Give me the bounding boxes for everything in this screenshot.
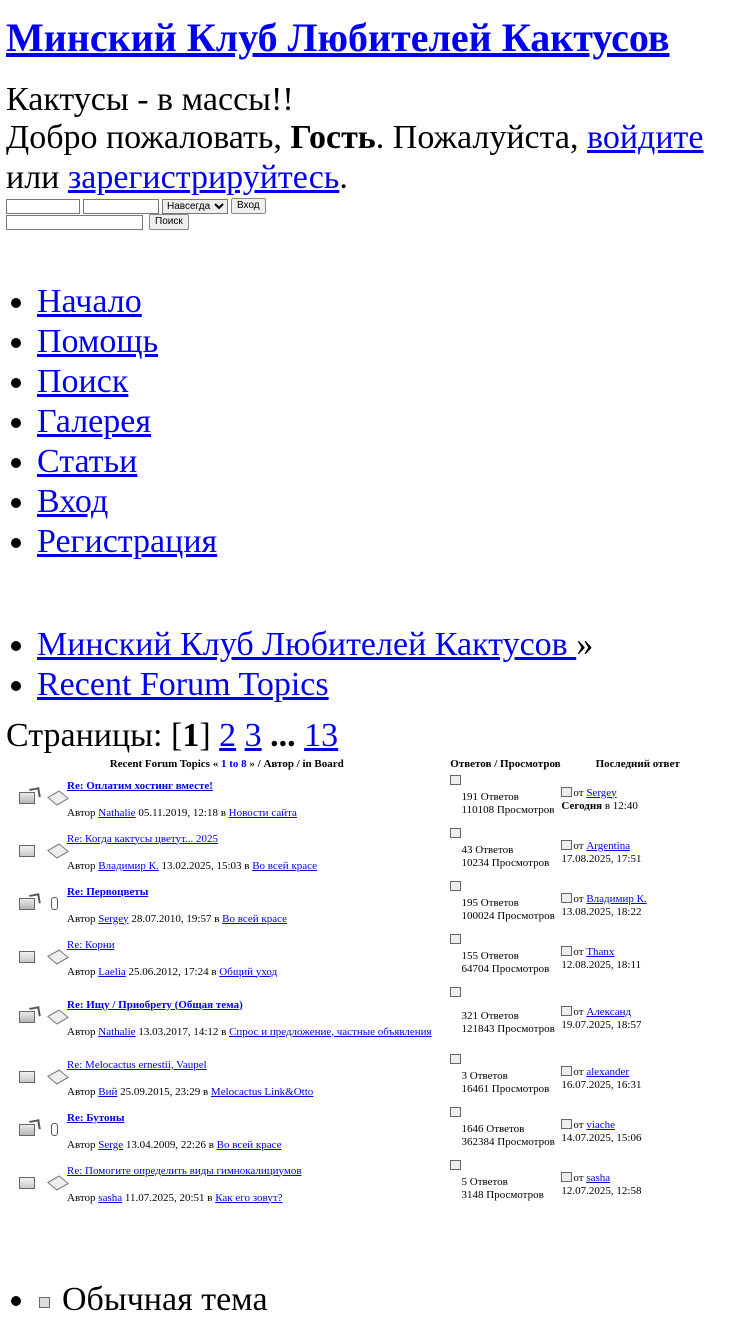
replies-count: 195 Ответов — [461, 896, 519, 909]
last-post-icon[interactable] — [561, 840, 572, 850]
last-post-cell — [561, 1052, 714, 1105]
last-post-icon[interactable] — [561, 1172, 572, 1182]
last-post-time: 12.08.2025, 18:11 — [561, 958, 642, 971]
board-link[interactable]: Как его зовут? — [215, 1191, 283, 1204]
last-by-prefix: от — [573, 892, 587, 905]
topic-status-cell — [4, 1052, 51, 1105]
search-form — [6, 214, 189, 230]
topic-title-link[interactable]: Re: Помогите определить виды гимнокалициумов — [67, 1164, 302, 1177]
topic-status-cell — [4, 879, 51, 932]
last-post-time: 14.07.2025, 15:06 — [561, 1131, 642, 1144]
author-prefix: Автор — [67, 965, 99, 978]
search-input[interactable] — [6, 215, 143, 230]
legend — [0, 1280, 268, 1320]
menu-link-gallery[interactable]: Галерея — [37, 403, 151, 440]
last-post-icon[interactable] — [450, 775, 461, 785]
author-link[interactable]: Nathalie — [98, 806, 136, 819]
menu-link-articles[interactable]: Статьи — [37, 443, 138, 480]
breadcrumb-item — [37, 625, 747, 665]
legend-label: Обычная тема — [62, 1281, 268, 1318]
author-prefix: Автор — [67, 859, 99, 872]
topic-subject-cell — [65, 879, 449, 932]
breadcrumb-link-recent[interactable]: Recent Forum Topics — [37, 666, 329, 703]
topic-date: 13.04.2009, 22:26 в — [123, 1138, 217, 1151]
author-link[interactable]: Владимир К. — [98, 859, 159, 872]
topic-subject-cell — [65, 1105, 449, 1158]
table-row — [4, 1052, 714, 1105]
topic-status-cell — [4, 773, 51, 826]
author-link[interactable]: Вий — [98, 1085, 118, 1098]
last-poster-link[interactable]: Sergey — [586, 786, 617, 799]
topic-title-link[interactable]: Re: Оплатим хостинг вместе! — [67, 779, 213, 792]
welcome-or: или — [6, 159, 68, 196]
register-link[interactable]: зарегистрируйтесь — [67, 159, 340, 196]
last-poster-link[interactable]: Александ — [586, 1005, 632, 1018]
table-header-row — [4, 756, 714, 773]
topic-status-cell — [4, 1105, 51, 1158]
views-count: 121843 Просмотров — [461, 1022, 555, 1035]
replies-count: 3 Ответов — [461, 1069, 508, 1082]
pagination-page-link[interactable]: 2 — [219, 717, 237, 754]
last-poster-link[interactable]: alexander — [586, 1065, 630, 1078]
topic-stats-cell — [450, 773, 562, 826]
normal-topic-icon — [19, 951, 35, 963]
topic-stats-cell — [450, 985, 562, 1052]
author-link[interactable]: Laelia — [98, 965, 126, 978]
attachment-icon — [51, 897, 58, 910]
last-post-time: 19.07.2025, 18:57 — [561, 1018, 642, 1031]
topic-date: 13.02.2025, 15:03 в — [158, 859, 253, 872]
last-post-icon[interactable] — [561, 1119, 572, 1129]
topic-subject-cell — [65, 932, 449, 985]
username-input[interactable] — [6, 199, 80, 214]
login-link[interactable]: войдите — [587, 119, 704, 156]
topics-table — [4, 756, 714, 1211]
last-post-cell — [561, 826, 714, 879]
topic-stats-cell — [450, 932, 562, 985]
pagination-page-link[interactable]: 13 — [304, 717, 339, 754]
last-post-day: Сегодня — [561, 799, 603, 812]
login-button[interactable]: Вход — [231, 198, 266, 214]
breadcrumb-link-forum[interactable]: Минский Клуб Любителей Кактусов — [37, 626, 577, 663]
topic-date: 25.06.2012, 17:24 в — [125, 965, 220, 978]
last-post-cell — [561, 879, 714, 932]
topic-stats-cell — [450, 1105, 562, 1158]
last-post-icon[interactable] — [561, 946, 572, 956]
last-poster-link[interactable]: sasha — [586, 1171, 611, 1184]
views-count: 16461 Просмотров — [461, 1082, 550, 1095]
last-post-icon[interactable] — [450, 881, 461, 891]
author-prefix: Автор — [67, 912, 99, 925]
board-link[interactable]: Новости сайта — [228, 806, 297, 819]
table-row — [4, 985, 714, 1052]
last-post-time: 13.08.2025, 18:22 — [561, 905, 642, 918]
topic-type-cell — [51, 932, 65, 985]
last-by-prefix: от — [573, 1118, 587, 1131]
hot-topic-icon — [19, 898, 35, 910]
menu-item-search — [37, 362, 217, 402]
welcome-message — [6, 118, 746, 198]
site-title — [6, 14, 670, 62]
topic-stats-cell — [450, 1052, 562, 1105]
author-prefix: Автор — [67, 1138, 99, 1151]
legend-item — [37, 1280, 268, 1320]
login-form — [6, 198, 266, 214]
breadcrumb — [0, 625, 747, 705]
replies-count: 5 Ответов — [461, 1175, 508, 1188]
replies-count: 1646 Ответов — [461, 1122, 525, 1135]
breadcrumb-separator: » — [576, 626, 594, 663]
last-post-icon[interactable] — [450, 1054, 461, 1064]
attachment-icon — [51, 1123, 58, 1136]
topic-type-cell — [51, 1105, 65, 1158]
last-post-icon[interactable] — [450, 1107, 461, 1117]
last-post-cell — [561, 1158, 714, 1211]
table-row — [4, 826, 714, 879]
guest-name: Гость — [290, 119, 376, 156]
menu-link-login[interactable]: Вход — [37, 483, 109, 520]
table-header-subject — [4, 756, 450, 773]
views-count: 100024 Просмотров — [461, 909, 555, 922]
topic-title-link[interactable]: Re: Ищу / Приобрету (Общая тема) — [67, 998, 243, 1011]
menu-item-home — [37, 282, 217, 322]
breadcrumb-item — [37, 665, 747, 705]
author-prefix: Автор — [67, 806, 99, 819]
main-menu — [0, 282, 217, 562]
topic-type-cell — [51, 985, 65, 1052]
topic-title-link[interactable]: Re: Когда кактусы цветут... 2025 — [67, 832, 219, 845]
topic-stats-cell — [450, 879, 562, 932]
menu-item-help — [37, 322, 217, 362]
pagination-label: Страницы: — [6, 717, 171, 754]
last-post-cell — [561, 1105, 714, 1158]
board-link[interactable]: Спрос и предложение, частные объявления — [229, 1025, 432, 1038]
topic-type-cell — [51, 826, 65, 879]
topic-title-link[interactable]: Re: Первоцветы — [67, 885, 149, 898]
views-count: 10234 Просмотров — [461, 856, 550, 869]
menu-link-search[interactable]: Поиск — [37, 363, 129, 400]
last-poster-link[interactable]: Владимир К. — [586, 892, 647, 905]
topic-type-cell — [51, 1158, 65, 1211]
welcome-mid: . Пожалуйста, — [375, 119, 588, 156]
search-button[interactable]: Поиск — [149, 214, 189, 230]
last-post-time: в 12:40 — [602, 799, 638, 812]
views-count: 64704 Просмотров — [461, 962, 550, 975]
author-link[interactable]: Sergey — [98, 912, 129, 925]
last-post-icon[interactable] — [450, 934, 461, 944]
last-by-prefix: от — [573, 945, 587, 958]
last-post-time: 12.07.2025, 12:58 — [561, 1184, 642, 1197]
table-header-last: Последний ответ — [595, 758, 680, 770]
replies-count: 43 Ответов — [461, 843, 514, 856]
header-tail: / Автор / in Board — [257, 758, 344, 770]
last-post-icon[interactable] — [561, 1066, 572, 1076]
normal-topic-icon — [19, 845, 35, 857]
last-poster-link[interactable]: Argentina — [586, 839, 631, 852]
topic-subject-cell — [65, 1158, 449, 1211]
topic-subject-cell — [65, 773, 449, 826]
replies-count: 155 Ответов — [461, 949, 519, 962]
table-row — [4, 1158, 714, 1211]
topic-date: 13.03.2017, 14:12 в — [135, 1025, 230, 1038]
last-by-prefix: от — [573, 1005, 587, 1018]
topic-subject-cell — [65, 1052, 449, 1105]
menu-item-articles — [37, 442, 217, 482]
pagination-ellipsis: ... — [270, 717, 296, 754]
last-by-prefix: от — [573, 839, 587, 852]
topic-stats-cell — [450, 1158, 562, 1211]
last-by-prefix: от — [573, 786, 587, 799]
header-range-close: » — [246, 758, 258, 770]
table-row — [4, 773, 714, 826]
menu-item-login — [37, 482, 217, 522]
password-input[interactable] — [83, 199, 159, 214]
topic-status-cell — [4, 1158, 51, 1211]
normal-topic-icon — [39, 1297, 50, 1308]
board-link[interactable]: Во всей красе — [216, 1138, 282, 1151]
topic-type-cell — [51, 879, 65, 932]
topic-date: 05.11.2019, 12:18 в — [135, 806, 229, 819]
topic-date: 25.09.2015, 23:29 в — [117, 1085, 211, 1098]
author-link[interactable]: Nathalie — [98, 1025, 136, 1038]
author-link[interactable]: Serge — [98, 1138, 124, 1151]
table-row — [4, 1105, 714, 1158]
hot-topic-icon — [19, 1124, 35, 1136]
last-post-cell — [561, 773, 714, 826]
last-post-icon[interactable] — [561, 787, 572, 797]
topic-date: 28.07.2010, 19:57 в — [128, 912, 223, 925]
topic-date: 11.07.2025, 20:51 в — [122, 1191, 216, 1204]
last-poster-link[interactable]: Thanx — [586, 945, 615, 958]
site-title-link[interactable]: Минский Клуб Любителей Кактусов — [6, 15, 670, 60]
table-header-stats: Ответов / Просмотров — [450, 758, 561, 770]
normal-topic-icon — [19, 1071, 35, 1083]
header-range-link[interactable]: 1 to 8 — [220, 758, 247, 770]
author-prefix: Автор — [67, 1025, 99, 1038]
last-post-cell — [561, 985, 714, 1052]
board-link[interactable]: Во всей красе — [252, 859, 318, 872]
last-post-icon[interactable] — [561, 1006, 572, 1016]
menu-item-gallery — [37, 402, 217, 442]
last-post-icon[interactable] — [450, 828, 461, 838]
topic-title-link[interactable]: Re: Корни — [67, 938, 115, 951]
hot-topic-icon — [19, 1011, 35, 1023]
board-link[interactable]: Melocactus Link&Otto — [210, 1085, 314, 1098]
pagination: Страницы: [1] 2 3 ... 13 — [6, 717, 339, 754]
menu-link-home[interactable]: Начало — [37, 283, 142, 320]
site-tagline: Кактусы - в массы!! — [6, 81, 294, 118]
welcome-end: . — [339, 159, 348, 196]
menu-link-help[interactable]: Помощь — [37, 323, 159, 360]
hot-topic-icon — [19, 792, 35, 804]
last-poster-link[interactable]: viache — [586, 1118, 616, 1131]
replies-count: 321 Ответов — [461, 1009, 519, 1022]
last-by-prefix: от — [573, 1171, 587, 1184]
last-post-icon[interactable] — [450, 987, 461, 997]
last-post-time: 17.08.2025, 17:51 — [561, 852, 642, 865]
last-post-cell — [561, 932, 714, 985]
header-title: Recent Forum Topics — [109, 758, 210, 770]
last-post-time: 16.07.2025, 16:31 — [561, 1078, 642, 1091]
header-range-open: « — [209, 758, 221, 770]
board-link[interactable]: Во всей красе — [222, 912, 288, 925]
topic-stats-cell — [450, 826, 562, 879]
topic-title-link[interactable]: Re: Бутоны — [67, 1111, 125, 1124]
last-post-icon[interactable] — [450, 1160, 461, 1170]
topic-subject-cell — [65, 985, 449, 1052]
last-by-prefix: от — [573, 1065, 587, 1078]
views-count: 110108 Просмотров — [461, 803, 555, 816]
topic-subject-cell — [65, 826, 449, 879]
last-post-icon[interactable] — [561, 893, 572, 903]
topic-status-cell — [4, 932, 51, 985]
views-count: 3148 Просмотров — [461, 1188, 544, 1201]
views-count: 362384 Просмотров — [461, 1135, 555, 1148]
menu-item-register — [37, 522, 217, 562]
pagination-page-link[interactable]: 3 — [244, 717, 262, 754]
topic-type-cell — [51, 1052, 65, 1105]
board-link[interactable]: Общий уход — [219, 965, 278, 978]
welcome-prefix: Добро пожаловать, — [6, 119, 291, 156]
session-length-select[interactable] — [162, 199, 228, 214]
topic-status-cell — [4, 826, 51, 879]
replies-count: 191 Ответов — [461, 790, 519, 803]
pagination-current: 1 — [182, 717, 200, 754]
author-prefix: Автор — [67, 1191, 99, 1204]
topic-title-link[interactable]: Re: Melocactus ernestii, Vaupel — [67, 1058, 207, 1071]
table-row — [4, 879, 714, 932]
normal-topic-icon — [19, 1177, 35, 1189]
author-prefix: Автор — [67, 1085, 99, 1098]
menu-link-register[interactable]: Регистрация — [37, 523, 218, 560]
table-row — [4, 932, 714, 985]
author-link[interactable]: sasha — [98, 1191, 123, 1204]
topic-type-cell — [51, 773, 65, 826]
topic-status-cell — [4, 985, 51, 1052]
